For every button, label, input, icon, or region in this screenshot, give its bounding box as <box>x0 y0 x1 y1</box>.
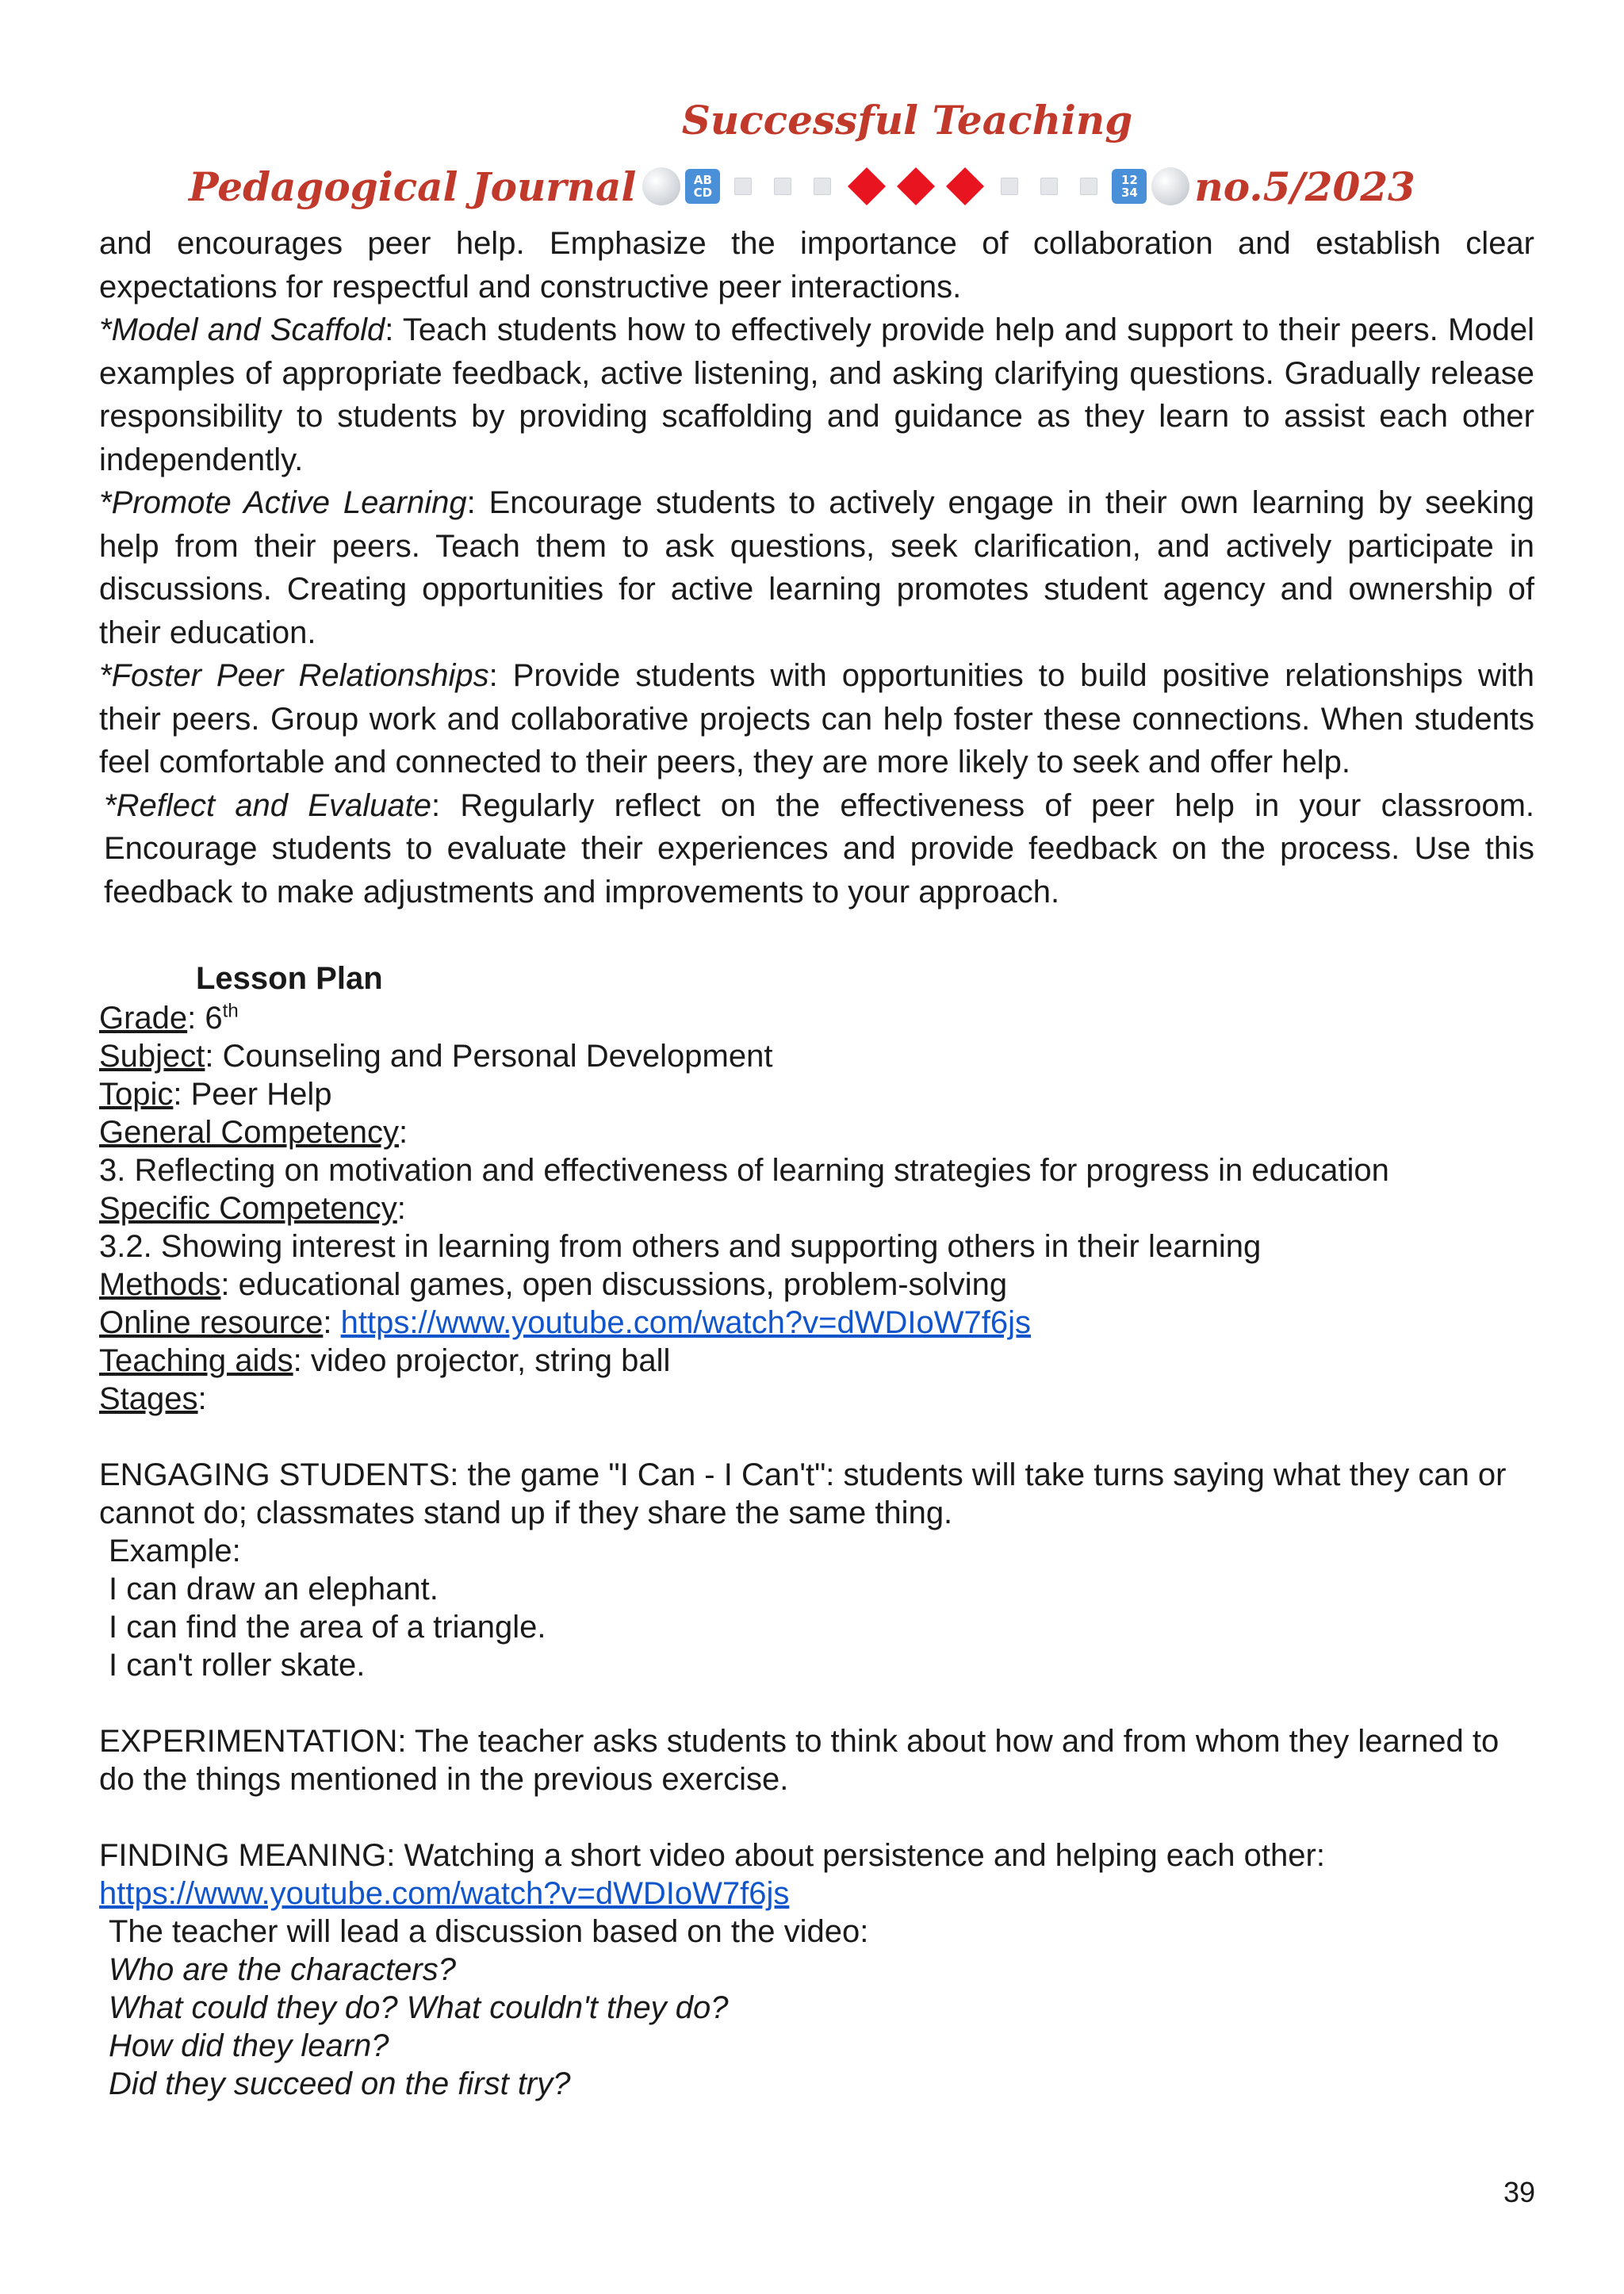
discussion-question <box>99 1989 1534 2027</box>
journal-issue: no.5/2023 <box>1194 163 1415 210</box>
discussion-intro: The teacher will lead a discussion based on the video: <box>109 1914 869 1949</box>
paragraph-text: : Provide students with opportunities to build positive relationships with their peers. Group work and collaborative projects can help foster these connections. When students feel comfortable and connected to their peers, they are more likely to seek and offer help. <box>99 658 1535 779</box>
online-resource-row: Online resource: https://www.youtube.com/watch?v=dWDIoW7f6js <box>99 1305 1031 1340</box>
question-text: Who are the characters? <box>109 1952 456 1987</box>
field-label: Topic <box>99 1077 174 1112</box>
diamond-icon <box>897 167 935 205</box>
field-label: Online resource <box>99 1305 324 1340</box>
numbers-glyph-top: 12 <box>1120 173 1138 187</box>
intro-text <box>99 222 1534 913</box>
paragraph <box>99 784 1534 914</box>
general-competency-value: 3. Reflecting on motivation and effectiveness of learning strategies for progress in education <box>99 1153 1389 1188</box>
teaching-aids-row: Teaching aids: video projector, string ball <box>99 1343 671 1378</box>
general-competency-row: General Competency: <box>99 1115 408 1150</box>
square-icon <box>1001 178 1018 195</box>
circle-icon <box>1151 167 1189 205</box>
abcd-icon <box>685 169 720 204</box>
field-value: Peer Help <box>190 1077 332 1112</box>
paragraph-text: : Encourage students to actively engage in their own learning by seeking help from their peers. Teach them to ask questions, seek clarification, and actively participate in discussions. Creating opportunities for active learning promotes student agency and ownership of their education. <box>99 485 1534 650</box>
journal-top-title: Successful Teaching <box>681 97 1133 144</box>
journal-title: Pedagogical Journal <box>189 163 637 210</box>
square-icon <box>734 178 752 195</box>
discussion-question <box>99 1951 1534 1989</box>
square-icon <box>1080 178 1097 195</box>
term: *Promote Active Learning <box>99 485 467 520</box>
subject-row: Subject: Counseling and Personal Development <box>99 1039 773 1074</box>
video-link[interactable]: https://www.youtube.com/watch?v=dWDIoW7f6js <box>99 1876 790 1911</box>
specific-competency-value: 3.2. Showing interest in learning from others and supporting others in their learning <box>99 1229 1262 1264</box>
example-item: I can't roller skate. <box>109 1648 366 1683</box>
methods-row: Methods: educational games, open discussions, problem-solving <box>99 1267 1008 1302</box>
field-label: Specific Competency <box>99 1191 397 1226</box>
question-text: What could they do? What couldn't they do? <box>109 1990 729 2025</box>
lesson-plan-title: Lesson Plan <box>196 961 383 996</box>
paragraph-text: : Teach students how to effectively provide help and support to their peers. Model examples of appropriate feedback, active listening, and asking clarifying questions. Gradually release responsibility to students by providing scaffolding and guidance as they learn to assist each other independently. <box>99 312 1534 477</box>
spacer <box>99 1684 1534 1722</box>
topic-row: Topic: Peer Help <box>99 1077 332 1112</box>
field-value: educational games, open discussions, problem-solving <box>238 1267 1008 1302</box>
grade-row: Grade: 6th <box>99 1000 239 1036</box>
question-text: How did they learn? <box>109 2028 389 2063</box>
journal-header-line <box>189 159 1457 214</box>
abcd-glyph-bottom: CD <box>693 186 713 200</box>
term: *Reflect and Evaluate <box>104 787 431 823</box>
numbers-glyph-bottom: 34 <box>1120 186 1138 200</box>
square-icon <box>814 178 831 195</box>
paragraph <box>99 308 1534 481</box>
discussion-question <box>99 2027 1534 2065</box>
term: *Model and Scaffold <box>99 312 385 347</box>
field-label: Stages <box>99 1381 198 1416</box>
square-icon <box>774 178 791 195</box>
stages-row: Stages: <box>99 1381 207 1416</box>
lesson-plan <box>99 959 1534 2103</box>
spacer <box>99 1418 1534 1456</box>
field-value: video projector, string ball <box>310 1343 671 1378</box>
term: *Foster Peer Relationships <box>99 658 489 693</box>
experimentation: EXPERIMENTATION: The teacher asks students to think about how and from whom they learned to do the things mentioned in the previous exercise. <box>99 1724 1500 1797</box>
field-label: General Competency <box>99 1115 399 1150</box>
page-number: 39 <box>1503 2176 1535 2208</box>
circle-icon <box>642 167 680 205</box>
abcd-glyph-top: AB <box>693 173 712 187</box>
field-label: Subject <box>99 1039 205 1074</box>
example-item: I can draw an elephant. <box>109 1572 439 1607</box>
field-value: 6 <box>205 1001 223 1036</box>
diamond-icon <box>848 167 886 205</box>
example-item: I can find the area of a triangle. <box>109 1610 546 1645</box>
numbers-icon <box>1112 169 1147 204</box>
field-label: Teaching aids <box>99 1343 293 1378</box>
engaging-students: ENGAGING STUDENTS: the game "I Can - I Can't": students will take turns saying what they can or cannot do; classmates stand up if they share the same thing. <box>99 1457 1507 1530</box>
spacer <box>99 1798 1534 1836</box>
example-label: Example: <box>109 1534 241 1568</box>
finding-meaning: FINDING MEANING: Watching a short video about persistence and helping each other: <box>99 1838 1325 1873</box>
online-resource-link[interactable]: https://www.youtube.com/watch?v=dWDIoW7f6js <box>340 1305 1031 1340</box>
paragraph <box>99 654 1534 784</box>
paragraph <box>99 481 1534 654</box>
paragraph-text: : Regularly reflect on the effectiveness of peer help in your classroom. Encourage students to evaluate their experiences and provide feedback on the process. Use this feedback to make adjustments and improvements to your approach. <box>104 787 1535 910</box>
superscript: th <box>222 1000 239 1022</box>
diamond-icon <box>946 167 984 205</box>
specific-competency-row: Specific Competency: <box>99 1191 406 1226</box>
finding-meaning-link-row <box>99 1875 1534 1913</box>
square-icon <box>1040 178 1058 195</box>
discussion-question <box>99 2065 1534 2103</box>
question-text: Did they succeed on the first try? <box>109 2066 571 2101</box>
field-label: Methods <box>99 1267 221 1302</box>
paragraph: and encourages peer help. Emphasize the importance of collaboration and establish clear expectations for respectful and constructive peer interactions. <box>99 226 1534 304</box>
field-value: Counseling and Personal Development <box>222 1039 773 1074</box>
field-label: Grade <box>99 1001 188 1036</box>
